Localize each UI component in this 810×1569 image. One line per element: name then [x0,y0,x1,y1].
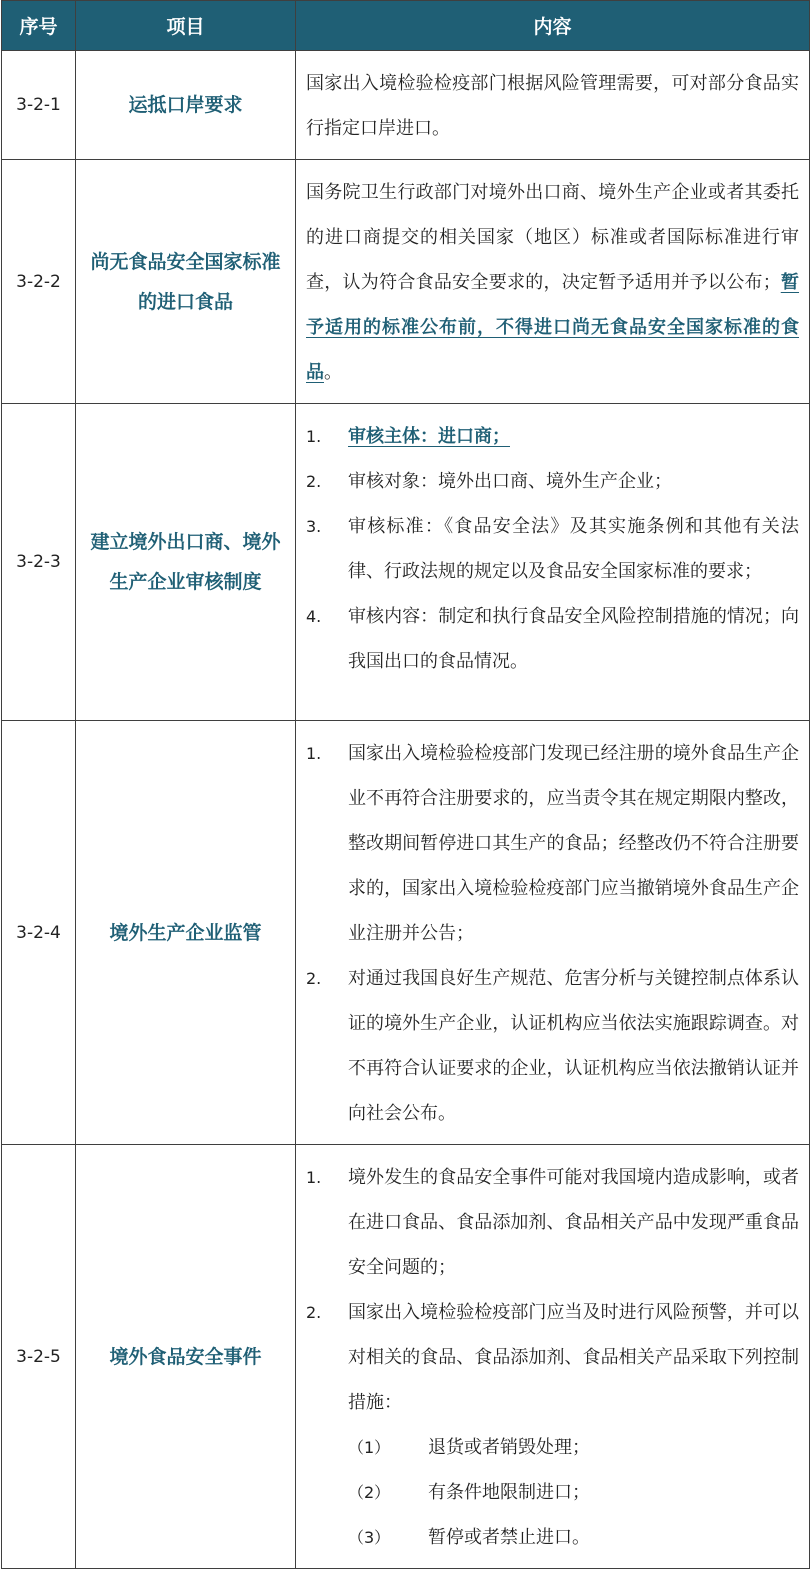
list-item-number: 3. [306,517,322,536]
sub-list-item [348,1515,799,1560]
table-row [2,160,810,404]
header-item: 项目 [76,1,296,51]
list-item [306,731,799,956]
list-item-text: 审核主体：进口商； [348,426,510,447]
list-item-text: 审核对象：境外出口商、境外生产企业； [348,471,672,492]
sub-item-number: （1） [348,1438,391,1457]
list-item-text: 审核内容：制定和执行食品安全风险控制措施的情况；向我国出口的食品情况。 [348,606,799,672]
content-highlight: 暂予适用的标准公布前，不得进口尚无食品安全国家标准的食品 [306,272,800,383]
row-seq: 3-2-3 [2,404,76,721]
list-item-text: 国家出入境检验检疫部门发现已经注册的境外食品生产企业不再符合注册要求的，应当责令其在规定期限内整改，整改期间暂停进口其生产的食品；经整改仍不符合注册要求的，国家出入境检验检疫部门应当撤销境外食品生产企业注册并公告； [348,743,799,944]
row-item: 尚无食品安全国家标准的进口食品 [76,160,296,404]
sub-item-number: （2） [348,1483,391,1502]
point-list [306,731,799,1136]
list-item [306,1155,799,1290]
row-content [296,160,810,404]
list-item-text: 国家出入境检验检疫部门应当及时进行风险预警，并可以对相关的食品、食品添加剂、食品相关产品采取下列控制措施： [348,1302,799,1413]
list-item [306,594,799,684]
sub-item-number: （3） [348,1528,391,1547]
row-item: 境外食品安全事件 [76,1145,296,1569]
list-item [306,504,799,594]
row-seq: 3-2-4 [2,721,76,1145]
point-list [306,1155,799,1425]
list-item [306,1290,799,1425]
content-tail: 。 [324,362,342,383]
list-item-number: 1. [306,1168,322,1187]
sub-item-text: 退货或者销毁处理； [428,1437,590,1458]
table-row [2,721,810,1145]
table-row [2,1145,810,1569]
row-content [296,721,810,1145]
table-row [2,51,810,160]
row-seq: 3-2-1 [2,51,76,160]
list-item-number: 2. [306,1303,322,1322]
list-item [306,956,799,1136]
list-item-number: 2. [306,969,322,988]
row-seq: 3-2-5 [2,1145,76,1569]
list-item-number: 1. [306,427,322,446]
list-item-number: 1. [306,744,322,763]
sub-list-item [348,1425,799,1470]
list-item-text: 境外发生的食品安全事件可能对我国境内造成影响，或者在进口食品、食品添加剂、食品相关产品中发现严重食品安全问题的； [348,1167,799,1278]
sub-list-item [348,1470,799,1515]
header-content: 内容 [296,1,810,51]
row-content [296,1145,810,1569]
row-seq: 3-2-2 [2,160,76,404]
list-item-text: 审核标准：《食品安全法》及其实施条例和其他有关法律、行政法规的规定以及食品安全国家标准的要求； [348,516,799,582]
header-seq: 序号 [2,1,76,51]
row-item: 境外生产企业监管 [76,721,296,1145]
table-header-row [2,1,810,51]
regulation-table [1,0,810,1569]
point-list [306,414,799,684]
row-item: 运抵口岸要求 [76,51,296,160]
row-content [296,404,810,721]
row-content [296,51,810,160]
content-text: 国家出入境检验检疫部门根据风险管理需要，可对部分食品实行指定口岸进口。 [306,73,799,139]
list-item [306,414,799,459]
sub-item-text: 暂停或者禁止进口。 [428,1527,590,1548]
table-row [2,404,810,721]
list-item-number: 2. [306,472,322,491]
list-item-text: 对通过我国良好生产规范、危害分析与关键控制点体系认证的境外生产企业，认证机构应当依法实施跟踪调查。对不再符合认证要求的企业，认证机构应当依法撤销认证并向社会公布。 [348,968,799,1124]
list-item-number: 4. [306,607,322,626]
sub-point-list [306,1425,799,1560]
sub-item-text: 有条件地限制进口； [428,1482,590,1503]
content-paragraph [306,170,799,395]
content-text: 国务院卫生行政部门对境外出口商、境外生产企业或者其委托的进口商提交的相关国家（地区）标准或者国际标准进行审查，认为符合食品安全要求的，决定暂予适用并予以公布； [306,182,799,293]
row-item: 建立境外出口商、境外生产企业审核制度 [76,404,296,721]
list-item [306,459,799,504]
